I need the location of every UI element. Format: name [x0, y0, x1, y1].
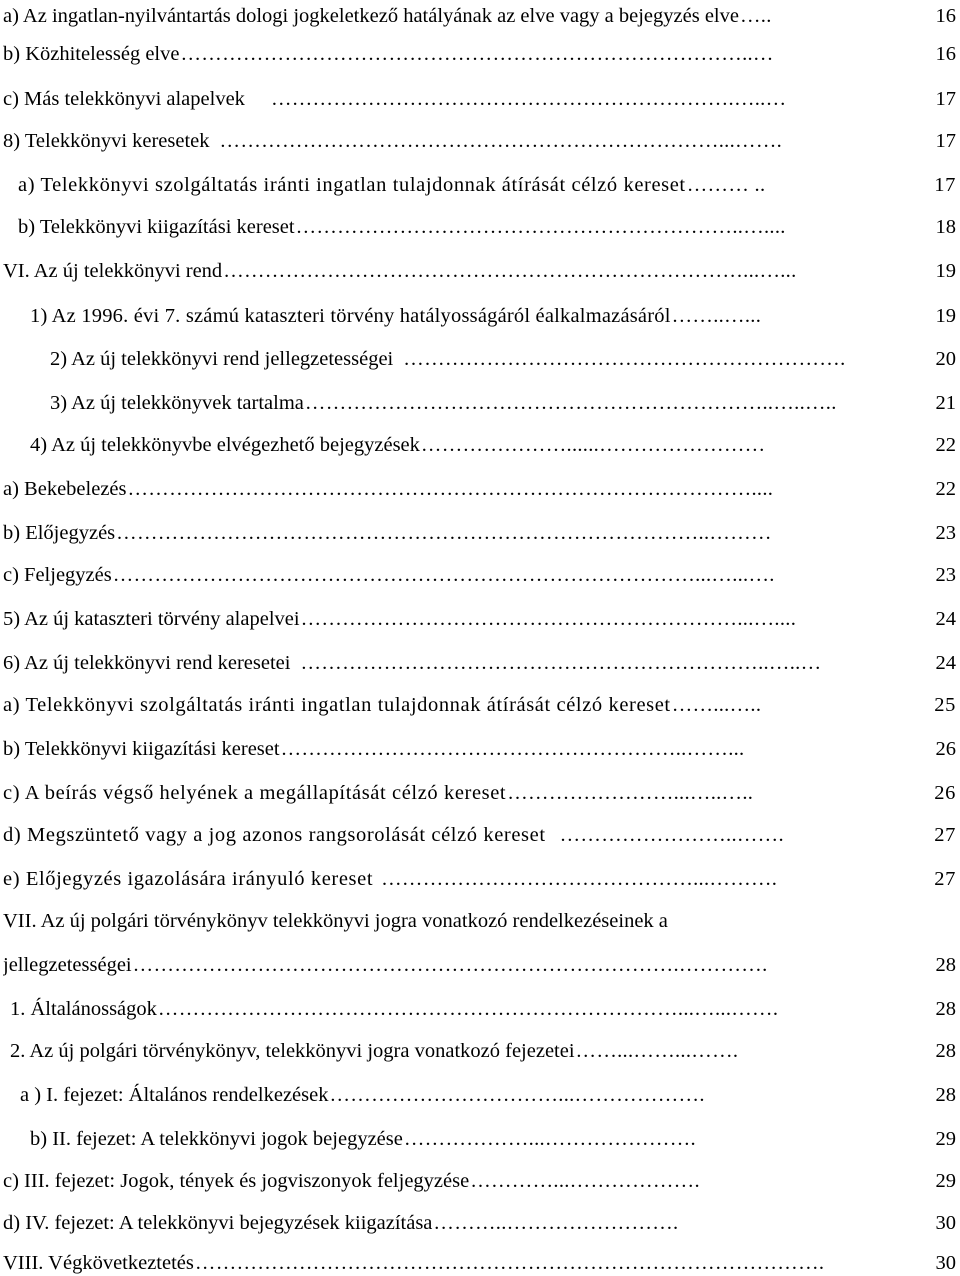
toc-dot-leader: …………………………………………………………………...…...…….	[157, 998, 779, 1020]
toc-entry-title: 1) Az 1996. évi 7. számú kataszteri törvény hatályosságáról éalkalmazásáról	[30, 305, 671, 327]
toc-page-number: 26	[935, 738, 956, 760]
toc-entry-title: VIII. Végkövetkeztetés	[3, 1252, 194, 1274]
toc-entry	[3, 1168, 956, 1194]
toc-page-number: 27	[934, 868, 956, 890]
toc-dot-leader: …………………………………………………………………….………….	[132, 954, 768, 976]
toc-page-number: 22	[935, 478, 956, 500]
toc-dot-leader: …………………………………………………………………………..………	[116, 522, 772, 544]
toc-page-number: 30	[935, 1212, 956, 1234]
toc-entry	[3, 866, 956, 892]
toc-entry-title: VI. Az új telekkönyvi rend	[3, 260, 223, 282]
toc-page-number: 24	[935, 608, 956, 630]
toc-entry	[3, 258, 956, 284]
toc-entry	[3, 1210, 956, 1236]
toc-entry	[3, 1250, 956, 1276]
toc-entry	[3, 780, 956, 806]
toc-page-number: 23	[935, 564, 956, 586]
toc-entry	[18, 214, 956, 240]
toc-dot-leader: …..	[739, 5, 772, 27]
toc-entry	[3, 908, 956, 934]
toc-page-number: 19	[935, 260, 956, 282]
toc-entry-title: d) IV. fejezet: A telekkönyvi bejegyzések kiigazítása	[3, 1212, 433, 1234]
toc-page-number: 24	[935, 652, 956, 674]
toc-entry	[3, 476, 956, 502]
toc-dot-leader: …………...……………….	[470, 1170, 700, 1192]
toc-entry	[3, 86, 956, 112]
toc-dot-leader: ……………………...…..…..	[507, 782, 754, 804]
toc-entry-title: 2) Az új telekkönyvi rend jellegzetességei	[50, 348, 394, 370]
toc-dot-leader: …………………………………………………………..…..…	[300, 652, 822, 674]
toc-dot-leader: ………………………………………………………….…..…	[270, 88, 787, 110]
toc-entry	[30, 432, 956, 458]
toc-entry-title: c) Más telekkönyvi alapelvek	[3, 88, 245, 110]
toc-dot-leader: ………………………………………………………...…....	[300, 608, 797, 630]
toc-dot-leader: …………………………………………………..……...	[280, 738, 745, 760]
toc-page-number: 29	[935, 1170, 956, 1192]
toc-dot-leader: ………………...………………….	[403, 1128, 696, 1150]
toc-entry-title: 1. Általánosságok	[10, 998, 157, 1020]
toc-page-number: 29	[935, 1128, 956, 1150]
toc-page-number: 26	[934, 782, 956, 804]
toc-entry-title: a) Telekkönyvi szolgáltatás iránti ingatlan tulajdonnak átírását célzó kereset	[18, 174, 686, 196]
toc-dot-leader: ……...…..	[671, 694, 762, 716]
toc-entry-title: c) III. fejezet: Jogok, tények és jogviszonyok feljegyzése	[3, 1170, 470, 1192]
toc-dot-leader: …………………………………………………………………...…...	[223, 260, 797, 282]
toc-dot-leader: ………………………………………………………………...…….	[219, 130, 783, 152]
toc-page-number: 17	[934, 174, 956, 196]
toc-entry-title: b) Telekkönyvi kiigazítási kereset	[3, 738, 280, 760]
toc-entry	[3, 520, 956, 546]
toc-entry	[3, 952, 956, 978]
toc-dot-leader: ………………………………………………………………………………....	[127, 478, 774, 500]
toc-page-number: 30	[935, 1252, 956, 1274]
toc-entry	[30, 1126, 956, 1152]
toc-entry-title: b) Közhitelesség elve	[3, 43, 180, 65]
toc-entry-title: b) Telekkönyvi kiigazítási kereset	[18, 216, 295, 238]
toc-page-number: 28	[935, 1040, 956, 1062]
toc-dot-leader: …………………......……………………	[420, 434, 766, 456]
toc-entry-title: a) Bekebelezés	[3, 478, 127, 500]
toc-page-number: 20	[935, 348, 956, 370]
toc-entry	[50, 390, 956, 416]
toc-dot-leader: ……...……...…….	[575, 1040, 739, 1062]
toc-entry-title: 2. Az új polgári törvénykönyv, telekkönyvi jogra vonatkozó fejezetei	[10, 1040, 575, 1062]
toc-entry	[10, 1038, 956, 1064]
toc-entry-title: 4) Az új telekkönyvbe elvégezhető bejegyzések	[30, 434, 420, 456]
toc-entry	[20, 1082, 956, 1108]
toc-entry-title: c) A beírás végső helyének a megállapítását célzó kereset	[3, 782, 507, 804]
toc-entry	[30, 303, 956, 329]
toc-dot-leader: ……………………………...……………….	[329, 1084, 705, 1106]
toc-entry-title: VII. Az új polgári törvénykönyv telekkönyvi jogra vonatkozó rendelkezéseinek a	[3, 910, 668, 932]
toc-page-number: 16	[935, 5, 956, 27]
toc-entry-title: jellegzetességei	[3, 954, 132, 976]
toc-dot-leader: …………………………………………………………………………...…...….	[112, 564, 775, 586]
toc-dot-leader: ……………………..…….	[559, 824, 784, 846]
toc-entry	[3, 650, 956, 676]
toc-dot-leader: ……………………………………………………….	[403, 348, 846, 370]
toc-page-number: 25	[934, 694, 956, 716]
toc-dot-leader: ……… ..	[686, 174, 766, 196]
toc-entry-title: 5) Az új kataszteri törvény alapelvei	[3, 608, 300, 630]
toc-dot-leader: …………………………………………………………..…..…..	[304, 392, 837, 414]
toc-entry	[18, 172, 956, 198]
toc-entry	[3, 128, 956, 154]
toc-entry	[3, 41, 956, 67]
toc-page-number: 21	[935, 392, 956, 414]
toc-dot-leader: ………..…………………….	[433, 1212, 679, 1234]
toc-entry-title: a) Telekkönyvi szolgáltatás iránti ingatlan tulajdonnak átírását célzó kereset	[3, 694, 671, 716]
toc-entry-title: 8) Telekkönyvi keresetek	[3, 130, 210, 152]
toc-page-number: 28	[935, 954, 956, 976]
toc-entry	[10, 996, 956, 1022]
toc-entry-title: b) Előjegyzés	[3, 522, 116, 544]
toc-page-number: 17	[935, 88, 956, 110]
toc-page-number: 17	[935, 130, 956, 152]
toc-page-number: 23	[935, 522, 956, 544]
toc-entry	[3, 3, 956, 29]
toc-dot-leader: ……………………………………………………………………………….	[194, 1252, 825, 1274]
toc-page-number: 28	[935, 1084, 956, 1106]
toc-entry	[3, 822, 956, 848]
toc-page-number: 22	[935, 434, 956, 456]
toc-page-number: 18	[935, 216, 956, 238]
toc-dot-leader: ………………………………………………………………………..…	[180, 43, 774, 65]
toc-entry-title: 3) Az új telekkönyvek tartalma	[50, 392, 304, 414]
toc-entry	[3, 692, 956, 718]
toc-entry-title: a) Az ingatlan-nyilvántartás dologi jogkeletkező hatályának az elve vagy a bejegyzés elve	[3, 5, 739, 27]
toc-entry-title: e) Előjegyzés igazolására irányuló kereset	[3, 868, 374, 890]
toc-entry	[3, 606, 956, 632]
toc-dot-leader: ………………………………………………………..…....	[295, 216, 786, 238]
toc-entry	[50, 346, 956, 372]
toc-dot-leader: ………………………………………...……….	[381, 868, 778, 890]
toc-entry-title: d) Megszüntető vagy a jog azonos rangsorolását célzó kereset	[3, 824, 546, 846]
toc-entry-title: 6) Az új telekkönyvi rend keresetei	[3, 652, 291, 674]
toc-entry	[3, 562, 956, 588]
toc-page-number: 16	[935, 43, 956, 65]
toc-page-number: 27	[934, 824, 956, 846]
toc-dot-leader: ……..…...	[671, 305, 762, 327]
toc-entry	[3, 736, 956, 762]
toc-page-number: 19	[935, 305, 956, 327]
toc-entry-title: b) II. fejezet: A telekkönyvi jogok bejegyzése	[30, 1128, 403, 1150]
toc-entry-title: a ) I. fejezet: Általános rendelkezések	[20, 1084, 329, 1106]
toc-entry-title: c) Feljegyzés	[3, 564, 112, 586]
toc-page-number: 28	[935, 998, 956, 1020]
